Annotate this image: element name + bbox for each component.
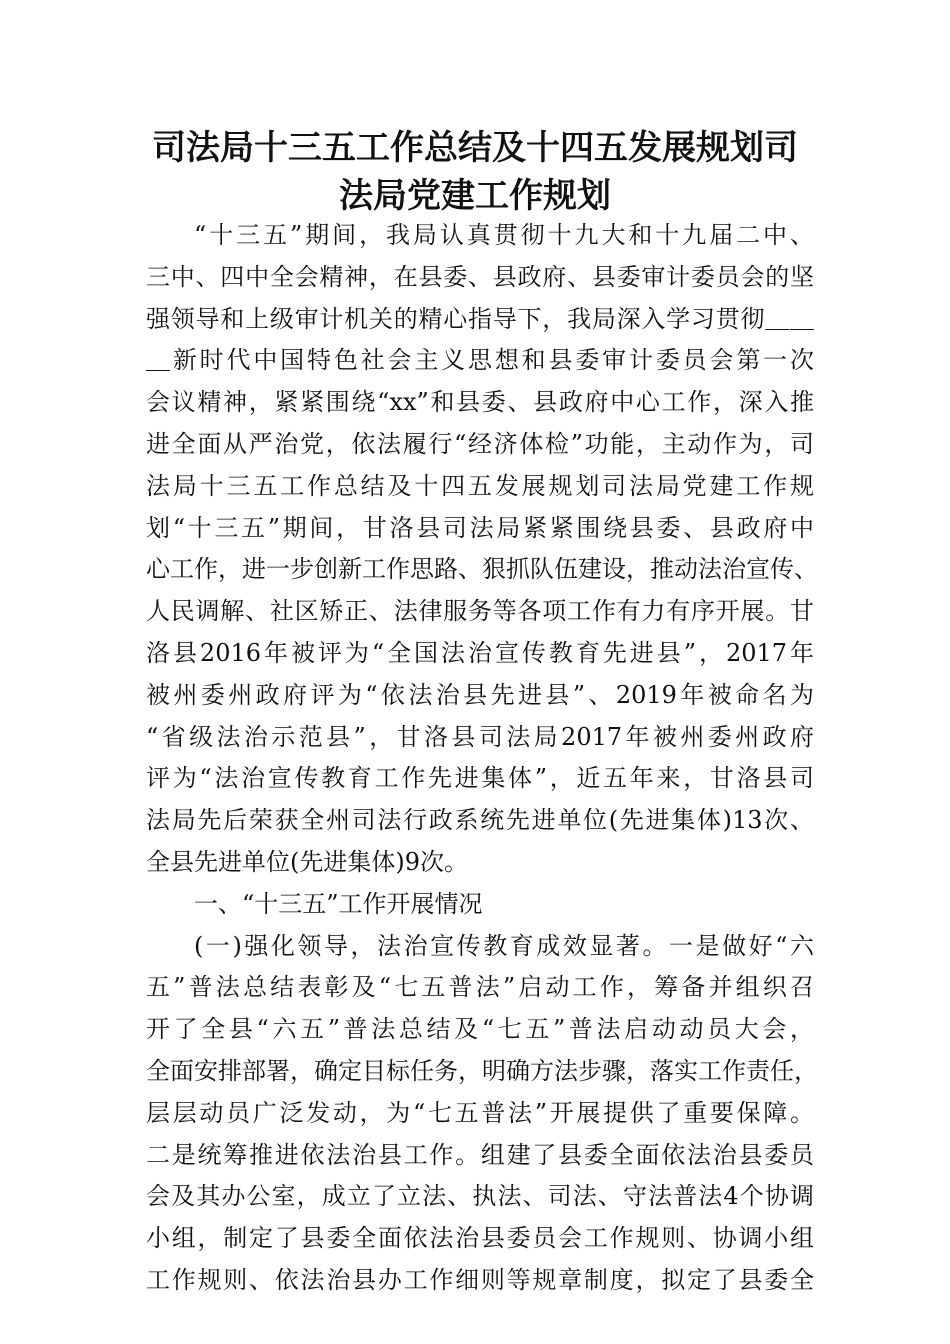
paragraph-line: 五”普法总结表彰及“七五普法”启动工作，筹备并组织召 bbox=[146, 973, 814, 1002]
paragraph-line: 三中、四中全会精神，在县委、县政府、县委审计委员会的坚 bbox=[146, 262, 814, 291]
paragraph-line: 开了全县“六五”普法总结及“七五”普法启动动员大会， bbox=[146, 1015, 814, 1044]
paragraph-line: 心工作，进一步创新工作思路、狠抓队伍建设，推动法治宣传、 bbox=[146, 555, 818, 584]
paragraph-line: 会议精神，紧紧围绕“xx”和县委、县政府中心工作，深入推 bbox=[146, 388, 814, 417]
paragraph-line: 法局十三五工作总结及十四五发展规划司法局党建工作规 bbox=[146, 471, 814, 500]
paragraph-line: 小组，制定了县委全面依法治县委员会工作规则、协调小组 bbox=[146, 1224, 814, 1253]
paragraph-line: “省级法治示范县”，甘洛县司法局2017年被州委州政府 bbox=[146, 722, 814, 751]
paragraph-line: 强领导和上级审计机关的精心指导下，我局深入学习贯彻＿＿ bbox=[146, 304, 814, 333]
paragraph-line: 被州委州政府评为“依法治县先进县”、2019年被命名为 bbox=[146, 680, 814, 709]
paragraph-line: ＿新时代中国特色社会主义思想和县委审计委员会第一次 bbox=[146, 346, 814, 375]
paragraph-line: 全县先进单位(先进集体)9次。 bbox=[146, 847, 468, 876]
section-heading: 一、“十三五”工作开展情况 bbox=[194, 889, 483, 918]
paragraph-line: “十三五”期间，我局认真贯彻十九大和十九届二中、 bbox=[194, 221, 814, 249]
paragraph-line: 评为“法治宣传教育工作先进集体”，近五年来，甘洛县司 bbox=[146, 764, 814, 793]
document-title-line-1: 司法局十三五工作总结及十四五发展规划司 bbox=[152, 128, 798, 168]
paragraph-line: 全面安排部署，确定目标任务，明确方法步骤，落实工作责任， bbox=[146, 1056, 818, 1085]
document-title-line-2: 法局党建工作规划 bbox=[339, 176, 611, 216]
paragraph-line: 人民调解、社区矫正、法律服务等各项工作有力有序开展。甘 bbox=[146, 597, 814, 626]
paragraph-line: 工作规则、依法治县办工作细则等规章制度，拟定了县委全 bbox=[146, 1265, 814, 1294]
document-body bbox=[146, 215, 818, 1302]
paragraph-line: 洛县2016年被评为“全国法治宣传教育先进县”，2017年 bbox=[146, 638, 814, 667]
paragraph-line: 进全面从严治党，依法履行“经济体检”功能，主动作为，司 bbox=[146, 429, 814, 458]
paragraph-line: 二是统筹推进依法治县工作。组建了县委全面依法治县委员 bbox=[146, 1140, 814, 1169]
paragraph-line: 法局先后荣获全州司法行政系统先进单位(先进集体)13次、 bbox=[146, 806, 814, 835]
paragraph-line: 层层动员广泛发动，为“七五普法”开展提供了重要保障。 bbox=[146, 1098, 814, 1127]
paragraph-line: (一)强化领导，法治宣传教育成效显著。一是做好“六 bbox=[194, 931, 814, 960]
paragraph-line: 划“十三五”期间，甘洛县司法局紧紧围绕县委、县政府中 bbox=[146, 513, 814, 542]
paragraph-line: 会及其办公室，成立了立法、执法、司法、守法普法4个协调 bbox=[146, 1182, 814, 1211]
